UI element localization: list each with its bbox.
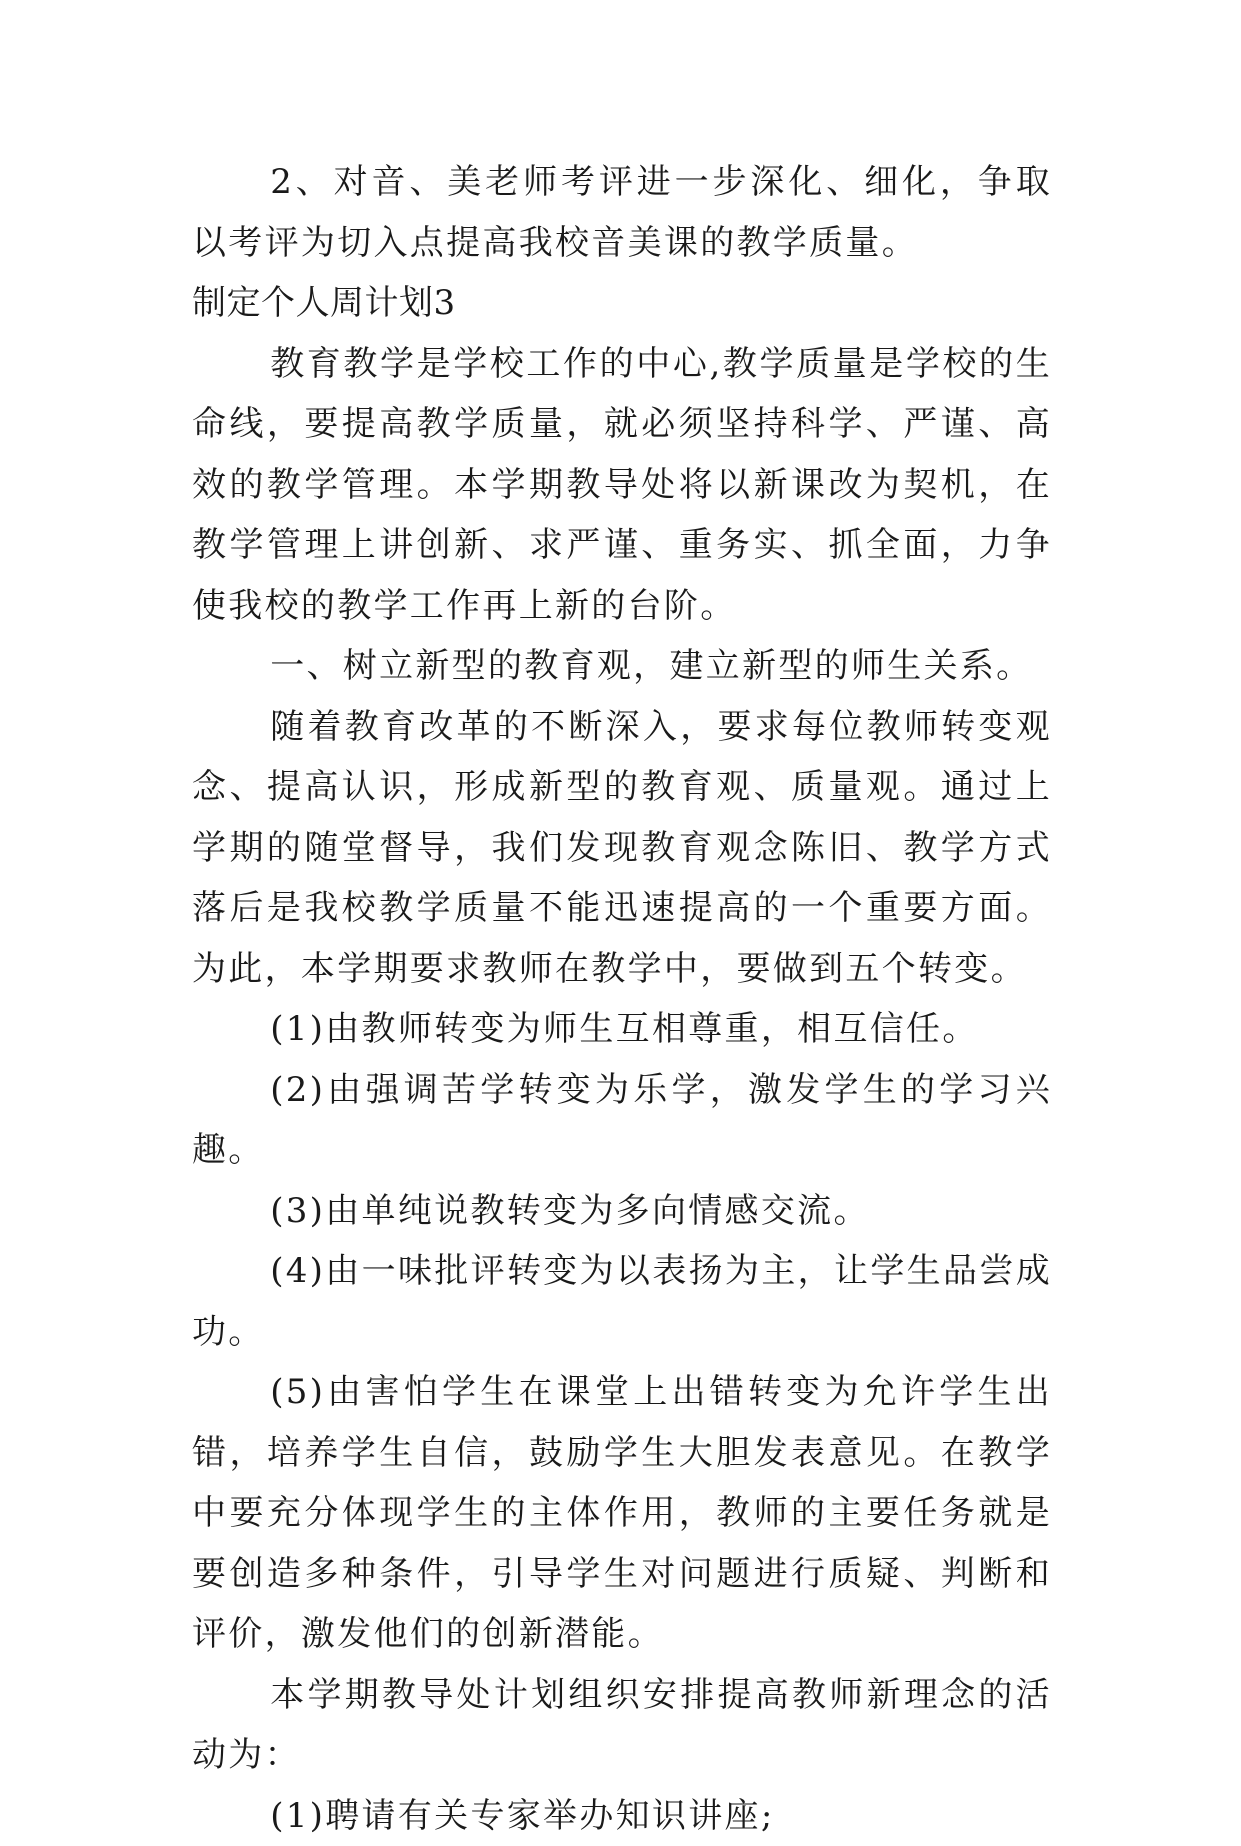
list-item-5: (5)由害怕学生在课堂上出错转变为允许学生出错，培养学生自信，鼓励学生大胆发表意见。在教学中要充分体现学生的主体作用，教师的主要任务就是要创造多种条件，引导学生对问题进行质疑、判断和评价，激发他们的创新潜能。 — [192, 1362, 1052, 1665]
paragraph-reform: 随着教育改革的不断深入，要求每位教师转变观念、提高认识，形成新型的教育观、质量观。通过上学期的随堂督导，我们发现教育观念陈旧、教学方式落后是我校教学质量不能迅速提高的一个重要方面。为此，本学期要求教师在教学中，要做到五个转变。 — [192, 697, 1052, 1000]
document-body — [192, 152, 1052, 1846]
paragraph-evaluation-item-2: 2、对音、美老师考评进一步深化、细化，争取以考评为切入点提高我校音美课的教学质量。 — [192, 152, 1052, 273]
list-item-4: (4)由一味批评转变为以表扬为主，让学生品尝成功。 — [192, 1241, 1052, 1362]
paragraph-intro: 教育教学是学校工作的中心,教学质量是学校的生命线，要提高教学质量，就必须坚持科学、严谨、高效的教学管理。本学期教导处将以新课改为契机，在教学管理上讲创新、求严谨、重务实、抓全面，力争使我校的教学工作再上新的台阶。 — [192, 334, 1052, 637]
list-item-2: (2)由强调苦学转变为乐学，激发学生的学习兴趣。 — [192, 1060, 1052, 1181]
section-heading: 制定个人周计划3 — [192, 273, 1052, 334]
list-item-1: (1)由教师转变为师生互相尊重，相互信任。 — [192, 999, 1052, 1060]
paragraph-section-one-title: 一、树立新型的教育观，建立新型的师生关系。 — [192, 636, 1052, 697]
paragraph-activities-intro: 本学期教导处计划组织安排提高教师新理念的活动为： — [192, 1665, 1052, 1786]
activity-item-1: (1)聘请有关专家举办知识讲座; — [192, 1786, 1052, 1846]
list-item-3: (3)由单纯说教转变为多向情感交流。 — [192, 1181, 1052, 1242]
